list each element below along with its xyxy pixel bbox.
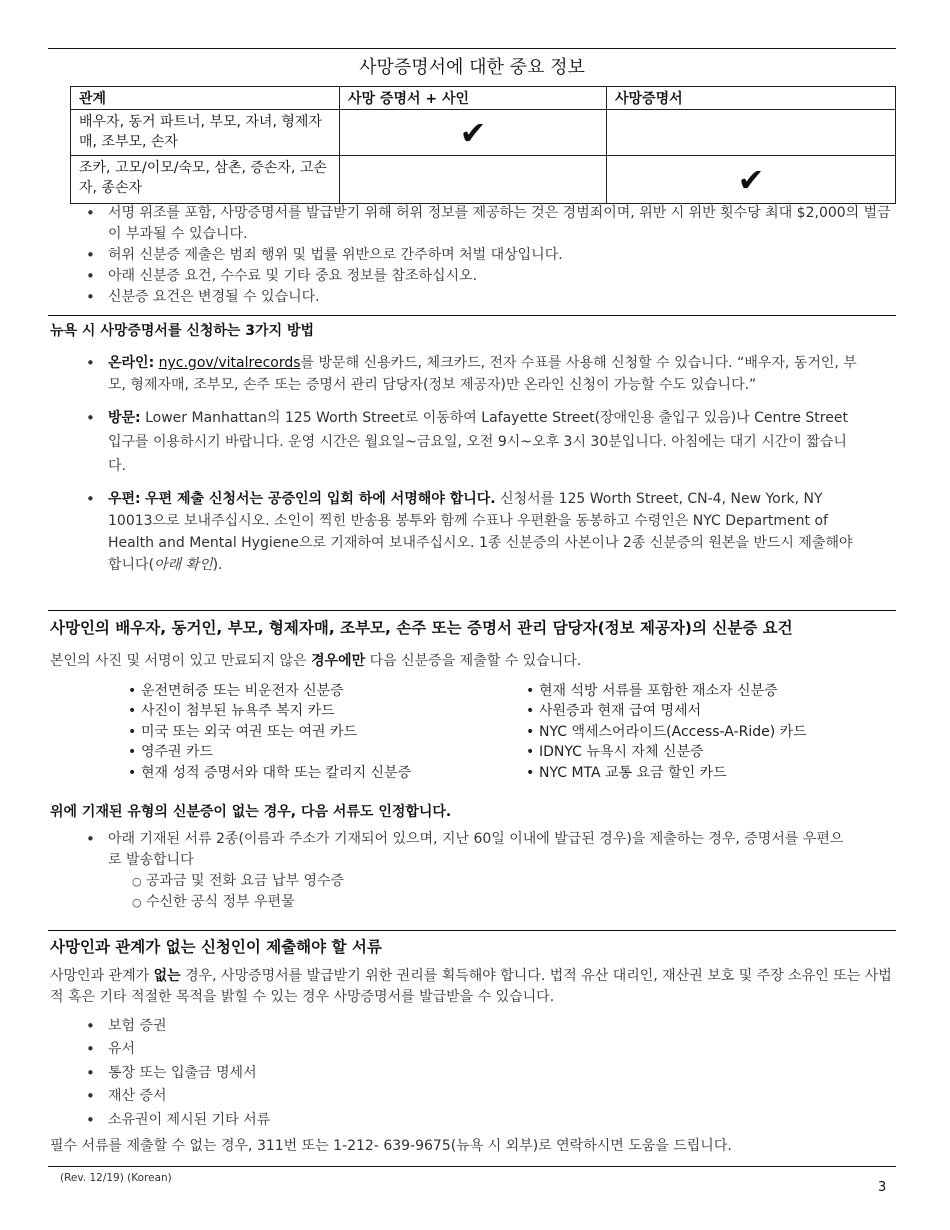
checkmark-icon: ✔	[340, 110, 607, 156]
unrelated-heading: 사망인과 관계가 없는 신청인이 제출해야 할 서류	[50, 938, 382, 956]
id-intro	[50, 651, 896, 672]
visit-text: Lower Manhattan의 125 Worth Street로 이동하여 Lafayette Street(장애인용 출입구 있음)나 Centre Street 입구를 이용하시기 바랍니다. 운영 시간은 월요일~금요일, 오전 9시~오후 3시 30분입니다. 아침에는 대기 시간이 짧습니다.	[108, 410, 848, 474]
mail-label: 우편:	[108, 491, 141, 507]
id-requirements-heading: 사망인의 배우자, 동거인, 부모, 형제자매, 조부모, 손주 또는 증명서 관리 담당자(정보 제공자)의 신분증 요건	[50, 619, 793, 637]
list-item-mail	[48, 488, 858, 576]
id-intro-b: 다음 신분증을 제출할 수 있습니다.	[365, 653, 582, 669]
list-item: • 서명 위조를 포함, 사망증명서를 발급받기 위해 허위 정보를 제공하는 것은 경범죄이며, 위반 시 위반 횟수당 최대 $2,000의 벌금이 부과될 수 있습니다.	[48, 203, 896, 245]
list-item: • 신분증 요건은 변경될 수 있습니다.	[48, 287, 896, 308]
list-item-visit	[48, 406, 858, 478]
page-title: 사망증명서에 대한 중요 정보	[359, 57, 585, 78]
empty-cell	[340, 156, 607, 204]
list-item: • 아래 신분증 요건, 수수료 및 기타 중요 정보를 참조하십시오.	[48, 266, 896, 287]
list-item: • 미국 또는 외국 여권 또는 여권 카드	[128, 722, 411, 742]
list-item: • NYC 액세스어라이드(Access-A-Ride) 카드	[526, 722, 807, 742]
mail-see-below: 아래 확인	[154, 557, 213, 573]
list-item: • 현재 석방 서류를 포함한 재소자 신분증	[526, 681, 807, 701]
list-item: ○ 수신한 공식 정부 우편물	[132, 892, 896, 913]
section-rule	[48, 930, 896, 931]
mail-end: ).	[212, 557, 223, 573]
list-item: • 유서	[48, 1038, 896, 1061]
id-list-right	[526, 681, 807, 783]
unrelated-text-b: 경우, 사망증명서를 발급받기 위한 권리를 획득해야 합니다. 법적 유산 대리인, 재산권 보호 및 주장 소유인 또는 사법적 혹은 기타 적절한 목적을 밝힐 수 있는 경우 사망증명서를 발급받을 수 있습니다.	[50, 968, 892, 1005]
section-rule	[48, 610, 896, 611]
list-item: • 사원증과 현재 급여 명세서	[526, 701, 807, 721]
list-item: • 소유권이 제시된 기타 서류	[48, 1109, 896, 1132]
online-text: 를 방문해 신용카드, 체크카드, 전자 수표를 사용해 신청할 수 있습니다. “배우자, 동거인, 부모, 형제자매, 조부모, 손주 또는 증명서 관리 담당자(정보 제공자)만 온라인 신청이 가능할 수도 있습니다.”	[108, 355, 857, 393]
alt-docs-list	[48, 829, 848, 871]
unrelated-text	[50, 966, 896, 1008]
relation-cell: 조카, 고모/이모/숙모, 삼촌, 증손자, 고손자, 종손자	[71, 156, 340, 204]
mail-text: 신청서를 125 Worth Street, CN-4, New York, NY 10013으로 보내주십시오. 소인이 찍힌 반송용 봉투와 함께 수표나 우편환을 동봉하고 수령인은 NYC Department of Health and Mental Hygiene으로 기재하여 보내주십시오. 1종 신분증의 사본이나 2종 신분증의 원본을 반드시 제출해야 합니다(	[108, 491, 853, 573]
alt-docs	[48, 829, 896, 913]
table-row	[71, 110, 896, 156]
list-item: • 운전면허증 또는 비운전자 신분증	[128, 681, 411, 701]
contact-text: 필수 서류를 제출할 수 없는 경우, 311번 또는 1-212- 639-9675(뉴욕 시 외부)로 연락하시면 도움을 드립니다.	[50, 1138, 732, 1154]
id-list-left	[128, 681, 411, 783]
unrelated-docs-list	[48, 1015, 896, 1132]
list-item: • 사진이 첨부된 뉴욕주 복지 카드	[128, 701, 411, 721]
id-intro-bold: 경우에만	[311, 653, 366, 669]
visit-label: 방문:	[108, 410, 141, 426]
vitalrecords-link[interactable]: nyc.gov/vitalrecords	[158, 355, 301, 371]
page-number: 3	[878, 1180, 887, 1195]
unrelated-text-a: 사망인과 관계가	[50, 968, 154, 984]
header-relation: 관계	[71, 87, 340, 110]
checkmark-icon: ✔	[607, 156, 896, 204]
list-item: • 재산 증서	[48, 1085, 896, 1108]
id-intro-a: 본인의 사진 및 서명이 있고 만료되지 않은	[50, 653, 312, 669]
list-item: • IDNYC 뉴욕시 자체 신분증	[526, 742, 807, 762]
alt-docs-heading: 위에 기재된 유형의 신분증이 없는 경우, 다음 서류도 인정합니다.	[50, 804, 452, 820]
list-item: • 영주권 카드	[128, 742, 411, 762]
list-item: • 보험 증권	[48, 1015, 896, 1038]
table-header-row	[71, 87, 896, 110]
ways-list	[48, 352, 858, 586]
list-item: ○ 공과금 및 전화 요금 납부 영수증	[132, 871, 896, 892]
footer-rule	[48, 1166, 896, 1167]
ways-heading: 뉴욕 시 사망증명서를 신청하는 3가지 방법	[50, 323, 315, 339]
relation-cell: 배우자, 동거 파트너, 부모, 자녀, 형제자매, 조부모, 손자	[71, 110, 340, 156]
list-item-online	[48, 352, 858, 396]
list-item: • 허위 신분증 제출은 범죄 행위 및 법률 위반으로 간주하며 처벌 대상입니다.	[48, 245, 896, 266]
top-rule	[48, 48, 896, 49]
online-label: 온라인:	[108, 355, 155, 371]
unrelated-text-bold: 없는	[153, 968, 181, 984]
list-item: • 현재 성적 증명서와 대학 또는 칼리지 신분증	[128, 763, 411, 783]
section-rule	[48, 315, 896, 316]
warning-list	[48, 203, 896, 308]
page	[48, 0, 896, 1230]
list-item: • NYC MTA 교통 요금 할인 카드	[526, 763, 807, 783]
relationship-table	[70, 86, 896, 204]
list-item: • 통장 또는 입출금 명세서	[48, 1062, 896, 1085]
mail-notary-text: 우편 제출 신청서는 공증인의 입회 하에 서명해야 합니다.	[145, 491, 496, 507]
table-row	[71, 156, 896, 204]
header-certificate: 사망증명서	[607, 87, 896, 110]
alt-docs-sublist	[48, 871, 896, 913]
empty-cell	[607, 110, 896, 156]
list-item: • 아래 기재된 서류 2종(이름과 주소가 기재되어 있으며, 지난 60일 이내에 발급된 경우)을 제출하는 경우, 증명서를 우편으로 발송합니다	[48, 829, 848, 871]
revision-note: (Rev. 12/19) (Korean)	[60, 1172, 172, 1184]
header-with-cause: 사망 증명서 + 사인	[340, 87, 607, 110]
